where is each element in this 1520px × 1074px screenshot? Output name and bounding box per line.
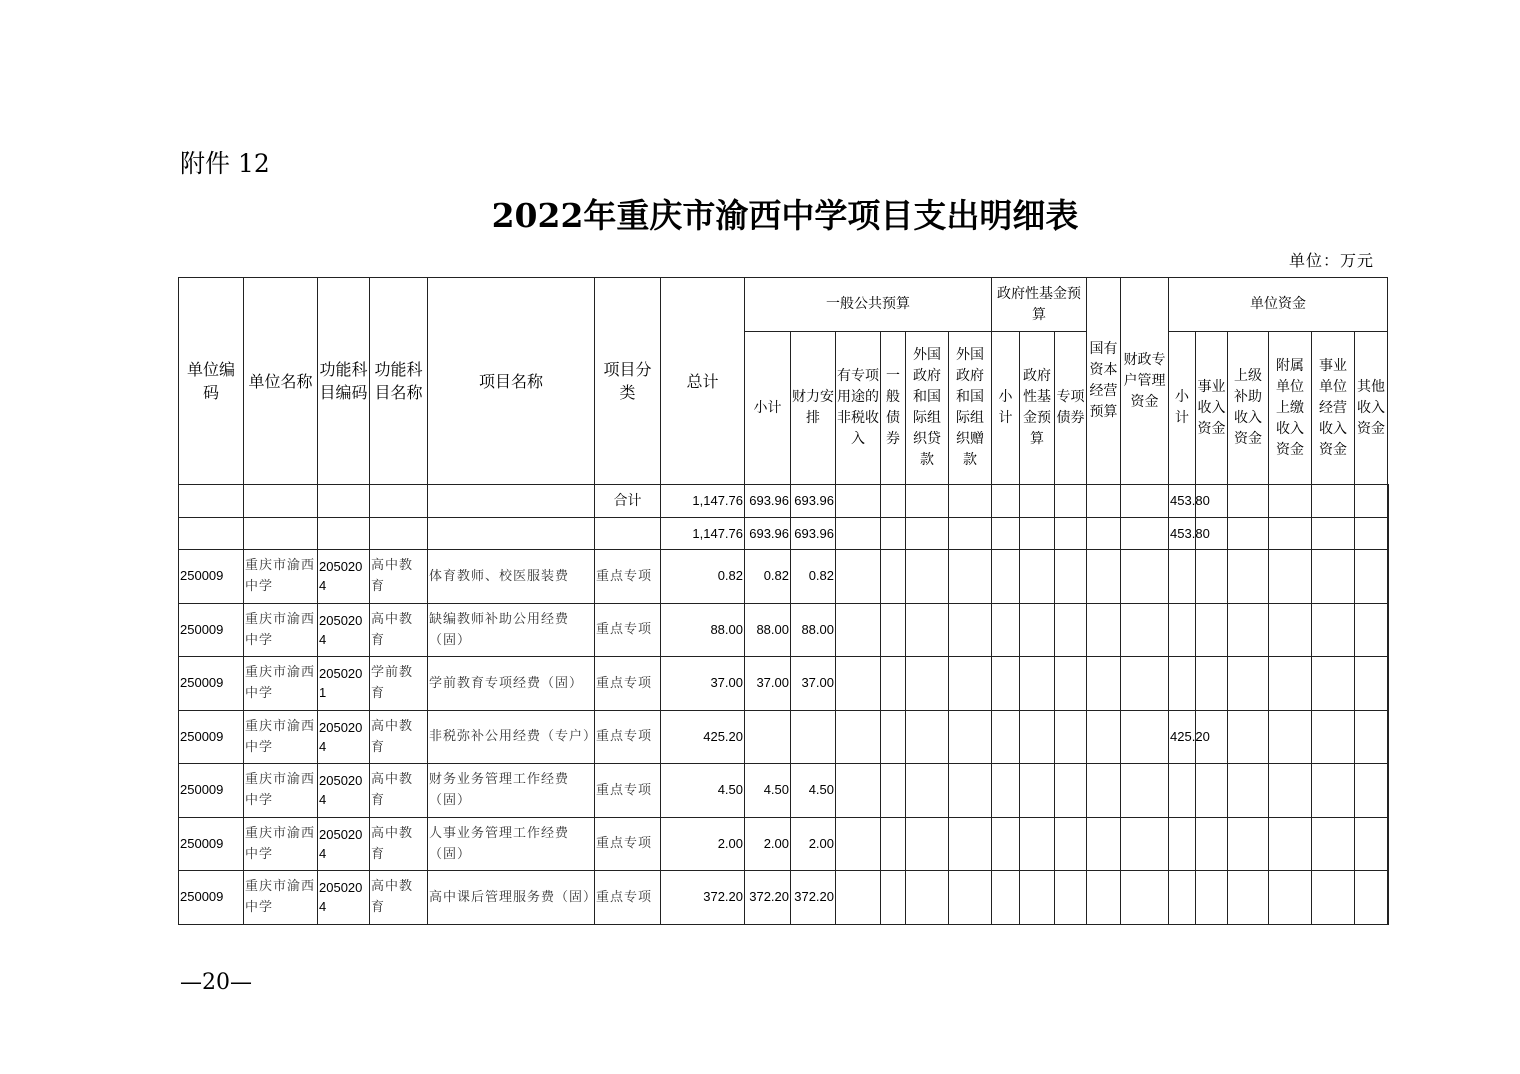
unit-code-cell: 250009 [179, 550, 244, 604]
empty-cell [1388, 603, 1389, 657]
unit-name-cell: 重庆市渝西中学 [244, 764, 318, 818]
project-name-cell: 缺编教师补助公用经费（固） [428, 603, 595, 657]
empty-cell [1020, 710, 1055, 764]
empty-cell [1055, 550, 1087, 604]
empty-cell [949, 603, 992, 657]
empty-cell [1121, 710, 1169, 764]
empty-cell [906, 817, 949, 871]
empty-cell [949, 518, 992, 550]
empty-cell [906, 871, 949, 925]
empty-cell [1020, 485, 1055, 518]
func-code-cell: 2050204 [318, 764, 370, 818]
project-type-cell: 重点专项 [595, 657, 661, 711]
empty-cell [1196, 657, 1228, 711]
unit-name-cell: 重庆市渝西中学 [244, 657, 318, 711]
unit-name-cell: 重庆市渝西中学 [244, 710, 318, 764]
project-name-cell: 学前教育专项经费（固） [428, 657, 595, 711]
unit-code-cell: 250009 [179, 657, 244, 711]
unit-name-cell: 重庆市渝西中学 [244, 550, 318, 604]
empty-cell [1312, 764, 1355, 818]
page-title: 2022年重庆市渝西中学项目支出明细表 [491, 196, 1079, 235]
empty-cell [1228, 710, 1269, 764]
empty-cell [1355, 710, 1388, 764]
empty-cell [1020, 657, 1055, 711]
empty-cell [1087, 657, 1121, 711]
empty-cell [1055, 817, 1087, 871]
empty-cell [1196, 764, 1228, 818]
empty-cell [992, 710, 1020, 764]
empty-cell [244, 518, 318, 550]
empty-cell [836, 710, 881, 764]
empty-cell [992, 485, 1020, 518]
empty-cell [1355, 817, 1388, 871]
empty-cell [1388, 485, 1389, 518]
summary-row [179, 485, 1389, 518]
empty-cell [1196, 871, 1228, 925]
gb-fiscal-cell: 693.96 [791, 485, 836, 518]
th-uf-subtotal: 小计 [1169, 332, 1196, 485]
empty-cell [318, 485, 370, 518]
empty-cell [906, 657, 949, 711]
total-cell: 4.50 [661, 764, 745, 818]
empty-cell [1388, 550, 1389, 604]
empty-cell [1087, 871, 1121, 925]
project-type-cell: 重点专项 [595, 710, 661, 764]
empty-cell [1121, 817, 1169, 871]
empty-cell [1228, 871, 1269, 925]
empty-cell [1020, 764, 1055, 818]
total-cell: 372.20 [661, 871, 745, 925]
empty-cell [318, 518, 370, 550]
func-code-cell: 2050204 [318, 603, 370, 657]
empty-cell [370, 518, 428, 550]
empty-cell [1087, 710, 1121, 764]
empty-cell [1312, 518, 1355, 550]
empty-cell [1087, 518, 1121, 550]
fiscal-account-cell: 453.80 [1169, 485, 1196, 518]
empty-cell [949, 550, 992, 604]
th-general-budget: 一般公共预算 [745, 278, 992, 332]
empty-cell [1312, 710, 1355, 764]
empty-cell [1312, 871, 1355, 925]
empty-cell [1269, 764, 1312, 818]
func-code-cell: 2050204 [318, 871, 370, 925]
fiscal-account-cell: 453.80 [1169, 518, 1196, 550]
empty-cell [1269, 657, 1312, 711]
empty-cell [906, 550, 949, 604]
empty-cell [1228, 550, 1269, 604]
empty-cell [1312, 657, 1355, 711]
table-row [179, 764, 1389, 818]
gb-subtotal-cell: 37.00 [745, 657, 791, 711]
empty-cell [1121, 550, 1169, 604]
empty-cell [1312, 550, 1355, 604]
empty-cell [428, 518, 595, 550]
empty-cell [992, 871, 1020, 925]
empty-cell [1355, 550, 1388, 604]
fiscal-account-cell [1169, 657, 1196, 711]
empty-cell [1055, 603, 1087, 657]
func-code-cell: 2050204 [318, 817, 370, 871]
empty-cell [836, 657, 881, 711]
th-uf-affiliated: 附属单位上缴收入资金 [1269, 332, 1312, 485]
gb-subtotal-cell: 88.00 [745, 603, 791, 657]
th-gb-bond: 一般债券 [881, 332, 906, 485]
fiscal-account-cell: 425.20 [1169, 710, 1196, 764]
empty-cell [992, 603, 1020, 657]
unit-name-cell: 重庆市渝西中学 [244, 871, 318, 925]
th-gf-subtotal: 小计 [992, 332, 1020, 485]
empty-cell [1388, 518, 1389, 550]
empty-cell [1228, 603, 1269, 657]
th-gov-fund: 政府性基金预算 [992, 278, 1087, 332]
th-gb-loan: 外国政府和国际组织贷款 [906, 332, 949, 485]
empty-cell [1121, 657, 1169, 711]
th-fiscal-account: 财政专户管理资金 [1121, 278, 1169, 485]
empty-cell [1087, 603, 1121, 657]
empty-cell [1228, 764, 1269, 818]
attachment-label: 附件 12 [180, 149, 270, 178]
table-row [179, 550, 1389, 604]
empty-cell [1355, 657, 1388, 711]
empty-cell [836, 764, 881, 818]
empty-cell [836, 485, 881, 518]
empty-cell [1055, 871, 1087, 925]
empty-cell [1269, 817, 1312, 871]
empty-cell [1269, 603, 1312, 657]
gb-subtotal-cell [745, 710, 791, 764]
table-row [179, 657, 1389, 711]
empty-cell [1055, 764, 1087, 818]
empty-cell [1388, 710, 1389, 764]
summary-label [595, 518, 661, 550]
func-name-cell: 高中教育 [370, 871, 428, 925]
unit-name-cell: 重庆市渝西中学 [244, 603, 318, 657]
empty-cell [1121, 603, 1169, 657]
empty-cell [1312, 485, 1355, 518]
th-uf-other: 其他收入资金 [1355, 332, 1388, 485]
empty-cell [836, 603, 881, 657]
summary-row [179, 518, 1389, 550]
th-gb-grant: 外国政府和国际组织赠款 [949, 332, 992, 485]
gb-subtotal-cell: 4.50 [745, 764, 791, 818]
th-uf-operation: 事业单位经营收入资金 [1312, 332, 1355, 485]
empty-cell [881, 485, 906, 518]
empty-cell [992, 657, 1020, 711]
empty-cell [1388, 871, 1389, 925]
gb-subtotal-cell: 693.96 [745, 518, 791, 550]
empty-cell [881, 764, 906, 818]
empty-cell [1312, 603, 1355, 657]
empty-cell [881, 603, 906, 657]
empty-cell [906, 485, 949, 518]
project-name-cell: 高中课后管理服务费（固） [428, 871, 595, 925]
header-row-1 [179, 278, 1389, 332]
empty-cell [1388, 657, 1389, 711]
func-name-cell: 高中教育 [370, 817, 428, 871]
empty-cell [1196, 550, 1228, 604]
empty-cell [1087, 764, 1121, 818]
total-cell: 37.00 [661, 657, 745, 711]
project-type-cell: 重点专项 [595, 603, 661, 657]
empty-cell [992, 764, 1020, 818]
empty-cell [949, 485, 992, 518]
func-name-cell: 学前教育 [370, 657, 428, 711]
unit-code-cell: 250009 [179, 817, 244, 871]
empty-cell [370, 485, 428, 518]
empty-cell [1228, 485, 1269, 518]
gb-subtotal-cell: 2.00 [745, 817, 791, 871]
unit-code-cell: 250009 [179, 871, 244, 925]
empty-cell [1087, 817, 1121, 871]
th-gf-bond: 专项债券 [1055, 332, 1087, 485]
unit-code-cell: 250009 [179, 603, 244, 657]
th-gb-subtotal: 小计 [745, 332, 791, 485]
total-cell: 425.20 [661, 710, 745, 764]
empty-cell [906, 710, 949, 764]
empty-cell [881, 550, 906, 604]
th-func-code: 功能科目编码 [318, 278, 370, 485]
total-cell: 88.00 [661, 603, 745, 657]
empty-cell [1055, 485, 1087, 518]
table-row [179, 710, 1389, 764]
total-cell: 1,147.76 [661, 518, 745, 550]
empty-cell [1269, 550, 1312, 604]
empty-cell [836, 817, 881, 871]
empty-cell [836, 550, 881, 604]
func-code-cell: 2050204 [318, 710, 370, 764]
empty-cell [906, 764, 949, 818]
empty-cell [1269, 485, 1312, 518]
fiscal-account-cell [1169, 871, 1196, 925]
th-total: 总计 [661, 278, 745, 485]
project-name-cell: 非税弥补公用经费（专户） [428, 710, 595, 764]
empty-cell [1055, 710, 1087, 764]
th-project-name: 项目名称 [428, 278, 595, 485]
gb-fiscal-cell: 2.00 [791, 817, 836, 871]
empty-cell [949, 764, 992, 818]
empty-cell [949, 871, 992, 925]
th-func-name: 功能科目名称 [370, 278, 428, 485]
gb-subtotal-cell: 0.82 [745, 550, 791, 604]
th-gb-fiscal: 财力安排 [791, 332, 836, 485]
empty-cell [1355, 603, 1388, 657]
total-cell: 2.00 [661, 817, 745, 871]
empty-cell [836, 871, 881, 925]
unit-code-cell: 250009 [179, 710, 244, 764]
empty-cell [836, 518, 881, 550]
empty-cell [881, 518, 906, 550]
empty-cell [1121, 871, 1169, 925]
empty-cell [992, 518, 1020, 550]
empty-cell [1020, 518, 1055, 550]
gb-fiscal-cell: 0.82 [791, 550, 836, 604]
project-name-cell: 财务业务管理工作经费（固） [428, 764, 595, 818]
fiscal-account-cell [1169, 603, 1196, 657]
empty-cell [1196, 817, 1228, 871]
gb-subtotal-cell: 693.96 [745, 485, 791, 518]
unit-name-cell: 重庆市渝西中学 [244, 817, 318, 871]
func-name-cell: 高中教育 [370, 550, 428, 604]
empty-cell [992, 550, 1020, 604]
table-row [179, 817, 1389, 871]
empty-cell [949, 657, 992, 711]
func-name-cell: 高中教育 [370, 764, 428, 818]
empty-cell [1269, 710, 1312, 764]
empty-cell [244, 485, 318, 518]
empty-cell [1020, 550, 1055, 604]
empty-cell [1355, 485, 1388, 518]
empty-cell [1055, 657, 1087, 711]
project-name-cell: 人事业务管理工作经费（固） [428, 817, 595, 871]
empty-cell [179, 518, 244, 550]
empty-cell [1055, 518, 1087, 550]
th-project-type: 项目分类 [595, 278, 661, 485]
th-gb-nontax: 有专项用途的非税收入 [836, 332, 881, 485]
project-name-cell: 体育教师、校医服装费 [428, 550, 595, 604]
empty-cell [1269, 518, 1312, 550]
func-code-cell: 2050204 [318, 550, 370, 604]
th-gf-budget: 政府性基金预算 [1020, 332, 1055, 485]
empty-cell [881, 710, 906, 764]
table-row [179, 871, 1389, 925]
project-type-cell: 重点专项 [595, 764, 661, 818]
empty-cell [1121, 485, 1169, 518]
th-uf-subsidy: 上级补助收入资金 [1228, 332, 1269, 485]
func-name-cell: 高中教育 [370, 710, 428, 764]
total-cell: 0.82 [661, 550, 745, 604]
th-unit-code: 单位编码 [179, 278, 244, 485]
func-code-cell: 2050201 [318, 657, 370, 711]
total-cell: 1,147.76 [661, 485, 745, 518]
empty-cell [906, 603, 949, 657]
empty-cell [1269, 871, 1312, 925]
page-number: —20— [180, 970, 252, 995]
gb-fiscal-cell: 88.00 [791, 603, 836, 657]
empty-cell [992, 817, 1020, 871]
gb-fiscal-cell: 372.20 [791, 871, 836, 925]
project-type-cell: 重点专项 [595, 817, 661, 871]
empty-cell [1228, 518, 1269, 550]
empty-cell [1087, 485, 1121, 518]
fiscal-account-cell [1169, 764, 1196, 818]
empty-cell [881, 817, 906, 871]
func-name-cell: 高中教育 [370, 603, 428, 657]
th-state-capital: 国有资本经营预算 [1087, 278, 1121, 485]
empty-cell [1121, 764, 1169, 818]
empty-cell [949, 710, 992, 764]
th-uf-business: 事业收入资金 [1196, 332, 1228, 485]
empty-cell [1355, 518, 1388, 550]
empty-cell [179, 485, 244, 518]
project-type-cell: 重点专项 [595, 871, 661, 925]
summary-label: 合计 [595, 485, 661, 518]
unit-label: 单位：万元 [1288, 251, 1374, 270]
empty-cell [1388, 817, 1389, 871]
empty-cell [949, 817, 992, 871]
gb-fiscal-cell: 693.96 [791, 518, 836, 550]
empty-cell [906, 518, 949, 550]
unit-code-cell: 250009 [179, 764, 244, 818]
empty-cell [1228, 657, 1269, 711]
empty-cell [1020, 871, 1055, 925]
empty-cell [1087, 550, 1121, 604]
empty-cell [1020, 817, 1055, 871]
empty-cell [1228, 817, 1269, 871]
fiscal-account-cell [1169, 817, 1196, 871]
empty-cell [428, 485, 595, 518]
empty-cell [881, 871, 906, 925]
th-unit-funds: 单位资金 [1169, 278, 1388, 332]
empty-cell [1020, 603, 1055, 657]
empty-cell [1355, 764, 1388, 818]
project-type-cell: 重点专项 [595, 550, 661, 604]
gb-subtotal-cell: 372.20 [745, 871, 791, 925]
empty-cell [1355, 871, 1388, 925]
empty-cell [881, 657, 906, 711]
project-expenditure-table [178, 277, 1389, 925]
table-row [179, 603, 1389, 657]
gb-fiscal-cell [791, 710, 836, 764]
gb-fiscal-cell: 37.00 [791, 657, 836, 711]
empty-cell [1388, 764, 1389, 818]
empty-cell [1312, 817, 1355, 871]
gb-fiscal-cell: 4.50 [791, 764, 836, 818]
th-unit-name: 单位名称 [244, 278, 318, 485]
empty-cell [1121, 518, 1169, 550]
empty-cell [1196, 603, 1228, 657]
fiscal-account-cell [1169, 550, 1196, 604]
